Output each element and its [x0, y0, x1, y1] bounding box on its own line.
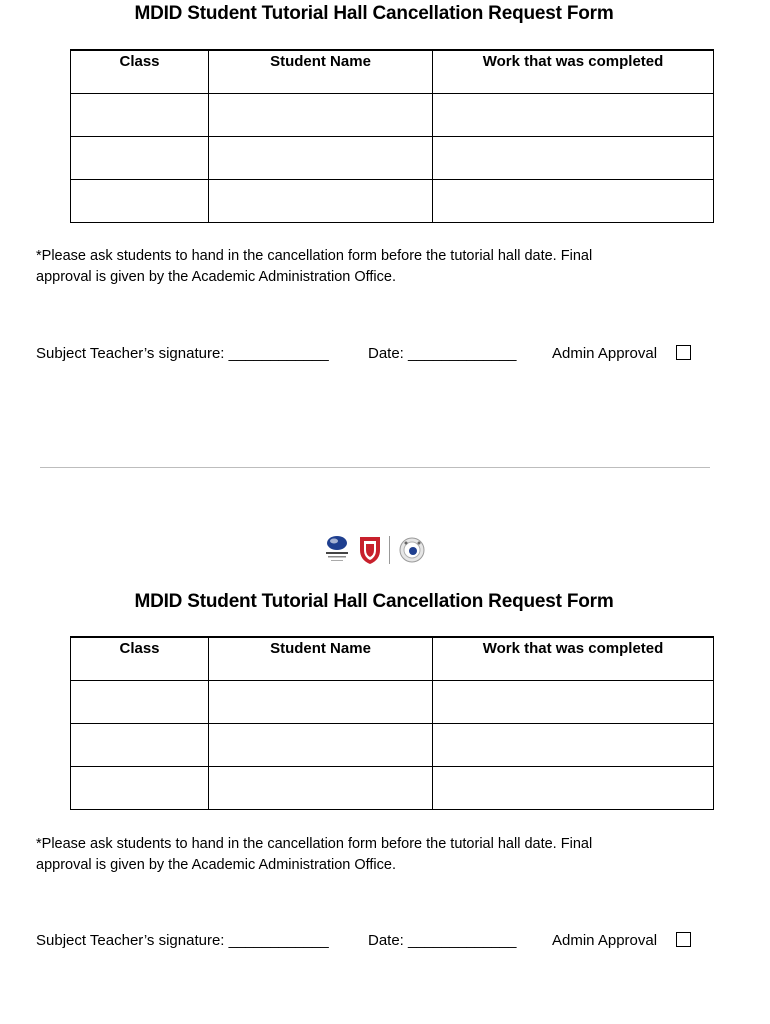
class-cell[interactable]: [71, 180, 209, 223]
table-row: [71, 180, 714, 223]
ib-logo: [400, 538, 424, 562]
note-line-2: approval is given by the Academic Administration Office.: [36, 269, 397, 285]
date-field[interactable]: Date: _____________: [368, 932, 517, 949]
instruction-note: [36, 246, 696, 288]
signature-row: [36, 932, 716, 956]
logo-strip: [322, 534, 432, 566]
note-line-2: approval is given by the Academic Administration Office.: [36, 857, 397, 873]
note-line-1: *Please ask students to hand in the cancellation form before the tutorial hall date. Final: [36, 248, 593, 264]
date-field[interactable]: Date: _____________: [368, 345, 517, 362]
teacher-signature-field[interactable]: Subject Teacher’s signature: ____________: [36, 345, 329, 362]
school-logo: [326, 536, 348, 561]
student-name-cell[interactable]: [209, 724, 433, 767]
column-header-work-completed: Work that was completed: [433, 637, 714, 681]
column-header-student-name: Student Name: [209, 50, 433, 94]
admin-approval-checkbox[interactable]: [676, 932, 691, 947]
teacher-signature-field[interactable]: Subject Teacher’s signature: ____________: [36, 932, 329, 949]
column-header-student-name: Student Name: [209, 637, 433, 681]
class-cell[interactable]: [71, 681, 209, 724]
table-header-row: [71, 50, 714, 94]
table-header-row: [71, 637, 714, 681]
work-completed-cell[interactable]: [433, 137, 714, 180]
class-cell[interactable]: [71, 94, 209, 137]
signature-row: [36, 345, 716, 369]
admin-approval-label: Admin Approval: [552, 345, 658, 362]
column-header-work-completed: Work that was completed: [433, 50, 714, 94]
table-row: [71, 94, 714, 137]
table-row: [71, 767, 714, 810]
table-row: [71, 137, 714, 180]
work-completed-cell[interactable]: [433, 724, 714, 767]
column-header-class: Class: [71, 50, 209, 94]
instruction-note: [36, 834, 696, 876]
work-completed-cell[interactable]: [433, 681, 714, 724]
admin-approval-label: Admin Approval: [552, 932, 658, 949]
work-completed-cell[interactable]: [433, 94, 714, 137]
table-row: [71, 724, 714, 767]
class-cell[interactable]: [71, 724, 209, 767]
form-title: MDID Student Tutorial Hall Cancellation Request Form: [134, 3, 614, 24]
admin-approval-checkbox[interactable]: [676, 345, 691, 360]
student-name-cell[interactable]: [209, 137, 433, 180]
work-completed-cell[interactable]: [433, 767, 714, 810]
column-header-class: Class: [71, 637, 209, 681]
work-completed-cell[interactable]: [433, 180, 714, 223]
request-table: [70, 49, 714, 223]
student-name-cell[interactable]: [209, 681, 433, 724]
table-row: [71, 681, 714, 724]
class-cell[interactable]: [71, 767, 209, 810]
crest-logo: [360, 537, 380, 564]
student-name-cell[interactable]: [209, 94, 433, 137]
request-table: [70, 636, 714, 810]
form-title: MDID Student Tutorial Hall Cancellation Request Form: [134, 591, 614, 612]
student-name-cell[interactable]: [209, 180, 433, 223]
student-name-cell[interactable]: [209, 767, 433, 810]
class-cell[interactable]: [71, 137, 209, 180]
logo-group: [322, 534, 432, 566]
section-divider: [40, 467, 710, 468]
note-line-1: *Please ask students to hand in the cancellation form before the tutorial hall date. Final: [36, 836, 593, 852]
